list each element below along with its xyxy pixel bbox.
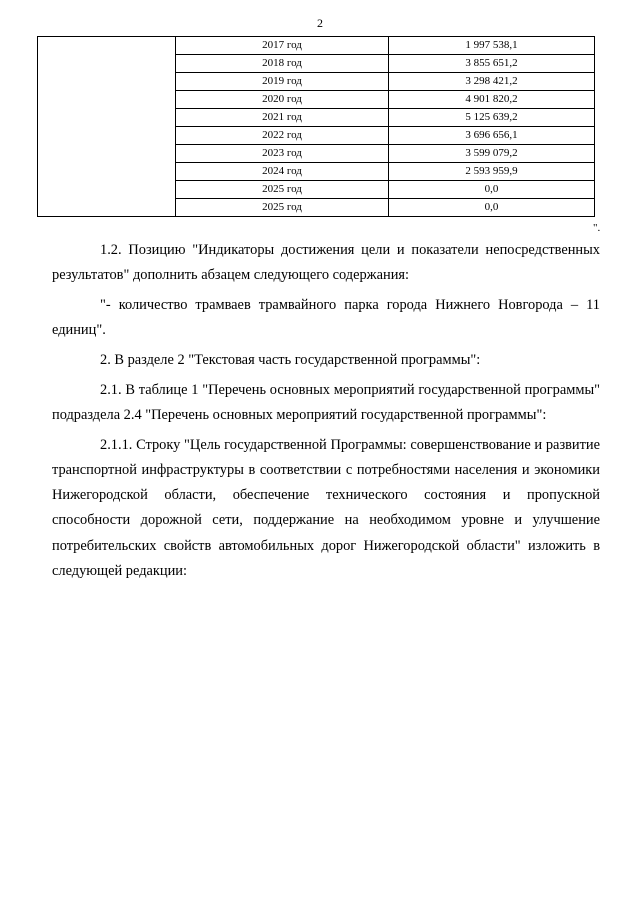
year-cell: 2021 год xyxy=(176,109,389,127)
year-cell: 2019 год xyxy=(176,73,389,91)
year-cell: 2018 год xyxy=(176,55,389,73)
paragraph-2: 2. В разделе 2 "Текстовая часть государственной программы": xyxy=(100,352,481,368)
table-row xyxy=(38,37,595,55)
amount-cell: 3 599 079,2 xyxy=(389,145,595,163)
page-number: 2 xyxy=(317,16,323,30)
year-cell: 2024 год xyxy=(176,163,389,181)
amount-cell: 5 125 639,2 xyxy=(389,109,595,127)
merged-empty-cell xyxy=(38,37,176,217)
closing-quote: ". xyxy=(593,222,601,234)
amount-cell: 2 593 959,9 xyxy=(389,163,595,181)
year-cell: 2025 год xyxy=(176,181,389,199)
paragraph-2-1-1: 2.1.1. Строку "Цель государственной Программы: совершенствование и развитие транспортной инфраструктуры в соответствии с потребностями населения и экономики Нижегородской области, обеспечение технического состояния и пропускной способности дорожной сети, поддержание на необходимом уровне и улучшение потребительских свойств автомобильных дорог Нижегородской области" изложить в следующей редакции: xyxy=(52,436,600,579)
funding-table-body xyxy=(38,37,595,217)
amount-cell: 1 997 538,1 xyxy=(389,37,595,55)
year-cell: 2017 год xyxy=(176,37,389,55)
year-cell: 2023 год xyxy=(176,145,389,163)
paragraph-quote: "- количество трамваев трамвайного парка города Нижнего Новгорода – 11 единиц". xyxy=(52,297,600,339)
year-cell: 2022 год xyxy=(176,127,389,145)
funding-table xyxy=(37,36,595,217)
amount-cell: 3 298 421,2 xyxy=(389,73,595,91)
amount-cell: 4 901 820,2 xyxy=(389,91,595,109)
paragraph-1-2: 1.2. Позицию "Индикаторы достижения цели и показатели непосредственных результатов" дополнить абзацем следующего содержания: xyxy=(52,242,600,284)
amount-cell: 0,0 xyxy=(389,199,595,217)
paragraph-2-1: 2.1. В таблице 1 "Перечень основных мероприятий государственной программы" подраздела 2.4 "Перечень основных мероприятий государственной программы": xyxy=(52,381,600,423)
year-cell: 2025 год xyxy=(176,199,389,217)
amount-cell: 3 696 656,1 xyxy=(389,127,595,145)
amendment-text xyxy=(52,238,600,589)
amount-cell: 3 855 651,2 xyxy=(389,55,595,73)
year-cell: 2020 год xyxy=(176,91,389,109)
amount-cell: 0,0 xyxy=(389,181,595,199)
